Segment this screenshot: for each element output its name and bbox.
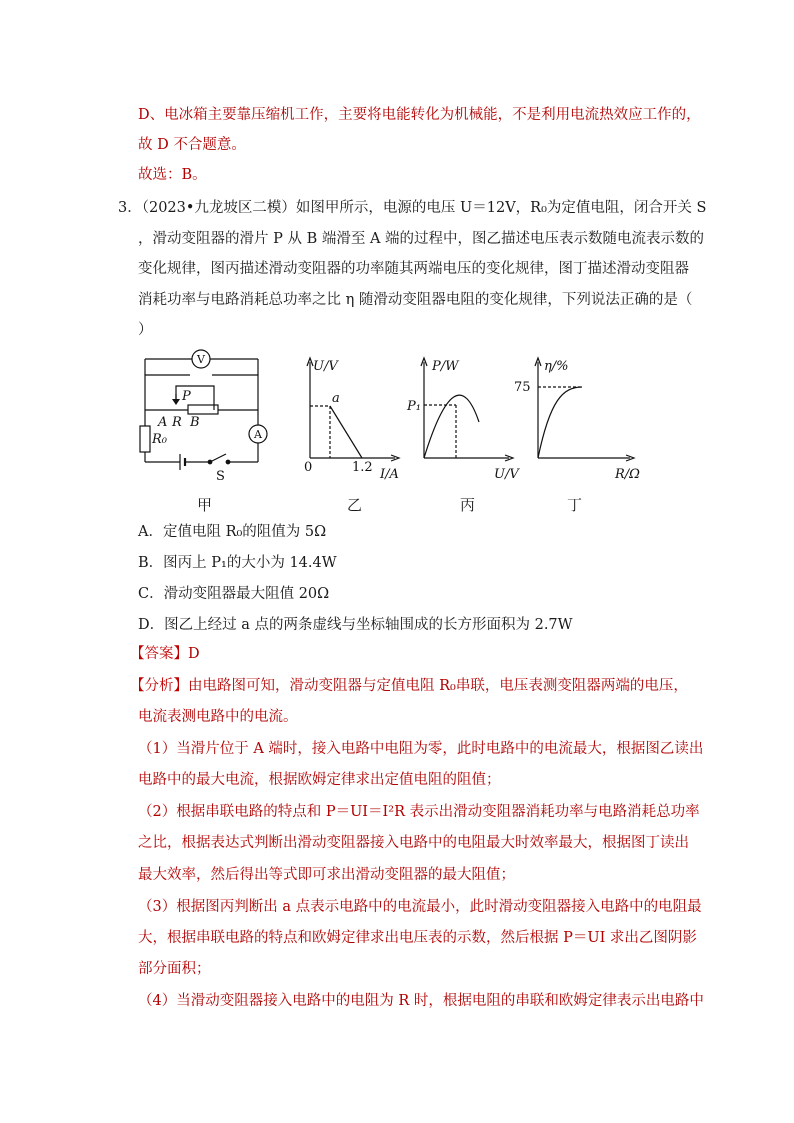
- caption-jia: 甲: [197, 496, 213, 514]
- svg-text:1.2: 1.2: [352, 460, 373, 475]
- svg-text:η/%: η/%: [544, 359, 569, 374]
- analysis-line: 大，根据串联电路的特点和欧姆定律求出电压表的示数，然后根据 P＝UI 求出乙图阴影: [138, 930, 697, 946]
- analysis-text: 由电路图可知，滑动变阻器与定值电阻 R₀串联，电压表测变阻器两端的电压，: [188, 678, 688, 694]
- svg-text:a: a: [332, 391, 340, 406]
- svg-text:B: B: [190, 415, 200, 430]
- text-line: 故 D 不合题意。: [138, 137, 246, 153]
- analysis-line: 部分面积；: [138, 961, 211, 977]
- graph-bing: [406, 358, 520, 482]
- answer-line: [130, 645, 200, 663]
- analysis-line: （4）当滑动变阻器接入电路中的电阻为 R 时，根据电阻的串联和欧姆定律表示出电路中: [138, 993, 704, 1009]
- svg-text:P: P: [182, 389, 191, 404]
- answer-tag: 【答案】: [130, 646, 188, 662]
- svg-text:S: S: [216, 469, 225, 484]
- svg-text:U/V: U/V: [494, 467, 519, 482]
- analysis-line: （3）根据图丙判断出 a 点表示电路中的电流最小，此时滑动变阻器接入电路中的电阻最: [138, 899, 702, 915]
- analysis-tag: 【分析】: [130, 678, 188, 694]
- svg-text:0: 0: [304, 460, 313, 475]
- svg-text:75: 75: [514, 380, 531, 395]
- caption-bing: 丙: [460, 496, 476, 514]
- svg-text:V: V: [197, 353, 205, 366]
- analysis-line: 电流表测电路中的电流。: [138, 709, 298, 725]
- graph-yi: [304, 358, 399, 482]
- question-line: 变化规律，图丙描述滑动变阻器的功率随其两端电压的变化规律，图丁描述滑动变阻器: [138, 261, 689, 277]
- analysis-line: [130, 677, 688, 695]
- question-line: ，滑动变阻器的滑片 P 从 B 端滑至 A 端的过程中，图乙描述电压表示数随电流表示数的: [138, 231, 705, 247]
- resistor-icon: [140, 426, 150, 452]
- svg-text:P/W: P/W: [432, 359, 459, 374]
- option-b: B．图丙上 P₁的大小为 14.4W: [138, 555, 337, 571]
- analysis-line: （2）根据串联电路的特点和 P＝UI＝I²R 表示出滑动变阻器消耗功率与电路消耗总功率: [138, 804, 700, 820]
- question-line: ）: [138, 322, 153, 338]
- svg-text:R: R: [172, 415, 182, 430]
- question-line: 消耗功率与电路消耗总功率之比 η 随滑动变阻器电阻的变化规律，下列说法正确的是（: [138, 292, 693, 308]
- answer-value: D: [188, 646, 200, 662]
- caption-ding: 丁: [567, 496, 583, 514]
- analysis-line: 电路中的最大电流，根据欧姆定律求出定值电阻的阻值；: [138, 772, 501, 788]
- option-c: C．滑动变阻器最大阻值 20Ω: [138, 586, 330, 602]
- svg-text:A: A: [254, 428, 262, 441]
- question-line: 3．（2023•九龙坡区二模）如图甲所示，电源的电压 U＝12V，R₀为定值电阻，闭合开关 S: [118, 200, 707, 216]
- svg-text:R₀: R₀: [152, 432, 167, 447]
- caption-yi: 乙: [347, 496, 363, 514]
- option-a: A．定值电阻 R₀的阻值为 5Ω: [138, 524, 327, 540]
- text-line: D、电冰箱主要靠压缩机工作，主要将电能转化为机械能，不是利用电流热效应工作的，: [138, 107, 701, 123]
- svg-text:P₁: P₁: [407, 399, 421, 414]
- analysis-line: 之比，根据表达式判断出滑动变阻器接入电路中的电阻最大时效率最大，根据图丁读出: [138, 835, 689, 851]
- analysis-line: （1）当滑片位于 A 端时，接入电路中电阻为零，此时电路中的电流最大，根据图乙读出: [138, 741, 704, 757]
- circuit-diagram: [140, 350, 267, 484]
- graph-ding: [514, 358, 640, 482]
- svg-text:U/V: U/V: [313, 359, 338, 374]
- text-line: 故选：B。: [138, 167, 207, 183]
- svg-text:A: A: [158, 415, 168, 430]
- svg-text:R/Ω: R/Ω: [615, 467, 640, 482]
- analysis-line: 最大效率，然后得出等式即可求出滑动变阻器的最大阻值；: [138, 867, 515, 883]
- option-d: D．图乙上经过 a 点的两条虚线与坐标轴围成的长方形面积为 2.7W: [138, 617, 573, 633]
- svg-text:I/A: I/A: [380, 467, 399, 482]
